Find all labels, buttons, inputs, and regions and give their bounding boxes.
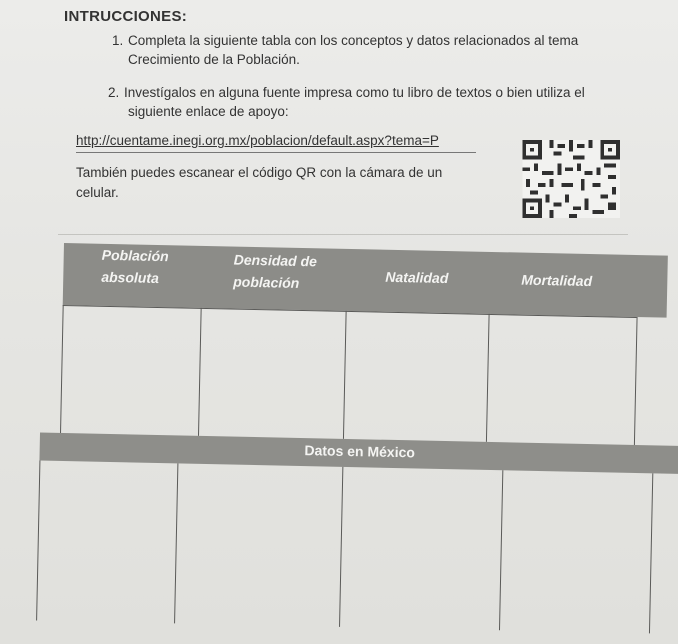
table-cell[interactable]	[339, 467, 502, 630]
table-cell[interactable]	[499, 470, 652, 633]
header-natalidad: Natalidad	[385, 268, 449, 287]
header-mortalidad: Mortalidad	[521, 271, 593, 290]
table-cell[interactable]	[36, 461, 197, 624]
table-cell[interactable]	[486, 314, 637, 445]
item-text-continued: Crecimiento de la Población.	[128, 52, 300, 67]
qr-instruction-text	[76, 163, 516, 203]
item-text: Investígalos en alguna fuente impresa como tu libro de textos o bien utiliza el	[124, 85, 585, 100]
population-table	[56, 243, 668, 644]
table-cell[interactable]	[343, 311, 489, 442]
qr-text-line: celular.	[76, 185, 119, 200]
header-densidad-poblacion: Densidad de población	[233, 251, 318, 291]
instruction-item-1	[112, 31, 632, 69]
instructions-heading: INTRUCCIONES:	[64, 8, 188, 25]
item-text-continued: siguiente enlace de apoyo:	[128, 104, 289, 119]
table-cell[interactable]	[194, 464, 342, 627]
qr-code-icon[interactable]	[521, 140, 621, 218]
header-poblacion-absoluta: Población absoluta	[101, 246, 169, 286]
table-cell[interactable]	[60, 305, 201, 436]
item-text: Completa la siguiente tabla con los conceptos y datos relacionados al tema	[128, 33, 579, 48]
section-divider	[58, 234, 628, 235]
item-number: 2.	[108, 85, 120, 100]
link-underline-rule	[76, 152, 476, 153]
instruction-item-2	[108, 83, 648, 121]
section-band-label: Datos en México	[304, 442, 416, 461]
reference-link[interactable]: http://cuentame.inegi.org.mx/poblacion/default.aspx?tema=P	[76, 133, 439, 148]
qr-text-line: También puedes escanear el código QR con la cámara de un	[76, 165, 443, 180]
table-cell[interactable]	[198, 308, 346, 439]
item-number: 1.	[112, 33, 124, 48]
